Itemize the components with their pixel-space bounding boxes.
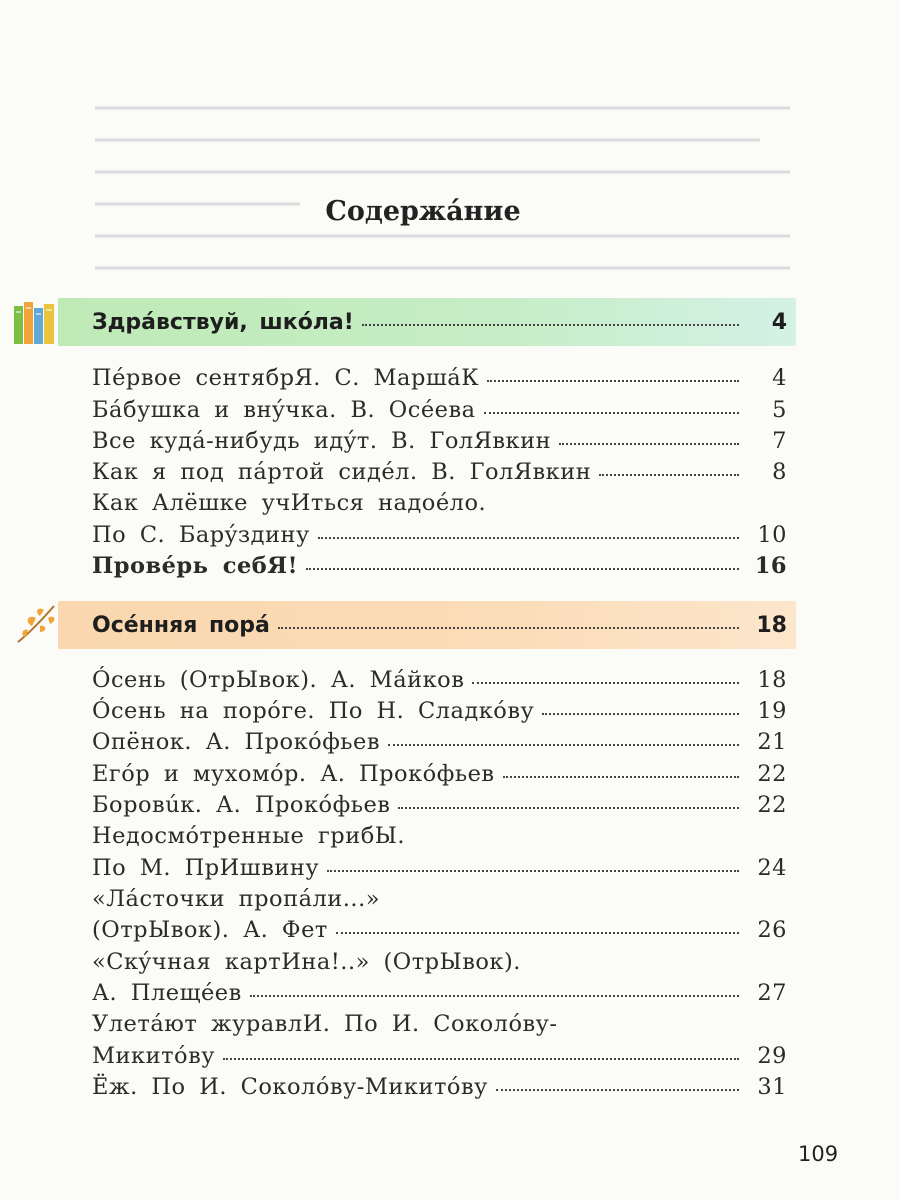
dot-leader	[327, 870, 739, 872]
toc-entry[interactable]: Микитóву 29	[92, 1043, 787, 1069]
dot-leader	[542, 713, 739, 715]
autumn-leaf-icon	[14, 600, 60, 648]
toc-entry[interactable]: Как Алёшке учИться надоéло.	[92, 490, 487, 516]
page-number: 109	[798, 1142, 839, 1166]
toc-entry[interactable]: «Скýчная картИна!..» (ОтрЫвок).	[92, 949, 521, 975]
dot-leader	[223, 1058, 739, 1060]
toc-entry[interactable]: Óсень (ОтрЫвок). А. Мáйков 18	[92, 667, 787, 693]
page-title: Содержáние	[325, 196, 521, 227]
toc-entry[interactable]: Недосмóтренные грибЫ.	[92, 823, 406, 849]
dot-leader	[496, 1089, 739, 1091]
toc-entry[interactable]: (ОтрЫвок). А. Фет 26	[92, 917, 787, 943]
toc-entry[interactable]: По М. ПрИшвину 24	[92, 855, 787, 881]
toc-entry[interactable]: «Лáсточки пропáли...»	[92, 886, 381, 912]
toc-section-heading[interactable]: Осéнняя порá 18	[92, 613, 787, 638]
dot-leader	[336, 932, 739, 934]
dot-leader	[318, 537, 739, 539]
toc-entry[interactable]: Все кудá-нибудь идýт. В. ГолЯвкин 7	[92, 428, 787, 454]
dot-leader	[398, 807, 739, 809]
toc-entry[interactable]: Пéрвое сентябрЯ. С. МаршáК 4	[92, 365, 787, 391]
toc-entry[interactable]: Боровúк. А. Прокóфьев 22	[92, 792, 787, 818]
dot-leader	[599, 474, 739, 476]
toc-entry[interactable]: Егóр и мухомóр. А. Прокóфьев 22	[92, 761, 787, 787]
dot-leader	[250, 995, 739, 997]
dot-leader	[388, 744, 739, 746]
toc-section-heading[interactable]: Здрáвствуй, шкóла! 4	[92, 310, 787, 335]
dot-leader	[559, 443, 739, 445]
toc-entry[interactable]: А. Плещéев 27	[92, 980, 787, 1006]
toc-entry[interactable]: Óсень на порóге. По Н. Сладкóву 19	[92, 698, 787, 724]
dot-leader	[503, 776, 739, 778]
dot-leader	[484, 412, 739, 414]
dot-leader	[278, 627, 739, 629]
books-icon	[12, 298, 58, 346]
dot-leader	[306, 568, 739, 570]
show-through-text	[0, 0, 900, 300]
toc-entry[interactable]: Как я под пáртой сидéл. В. ГолЯвкин 8	[92, 459, 787, 485]
toc-entry[interactable]: Бáбушка и внýчка. В. Осéева 5	[92, 397, 787, 423]
toc-entry[interactable]: Улетáют журавлИ. По И. Соколóву-	[92, 1011, 558, 1037]
toc-entry[interactable]: Опёнок. А. Прокóфьев 21	[92, 729, 787, 755]
dot-leader	[362, 324, 739, 326]
toc-entry[interactable]: Ёж. По И. Соколóву-Микитóву 31	[92, 1074, 787, 1100]
dot-leader	[487, 380, 739, 382]
dot-leader	[472, 682, 739, 684]
toc-entry[interactable]: По С. Барýздину 10	[92, 522, 787, 548]
toc-entry-self-check[interactable]: Провéрь себЯ! 16	[92, 553, 787, 579]
